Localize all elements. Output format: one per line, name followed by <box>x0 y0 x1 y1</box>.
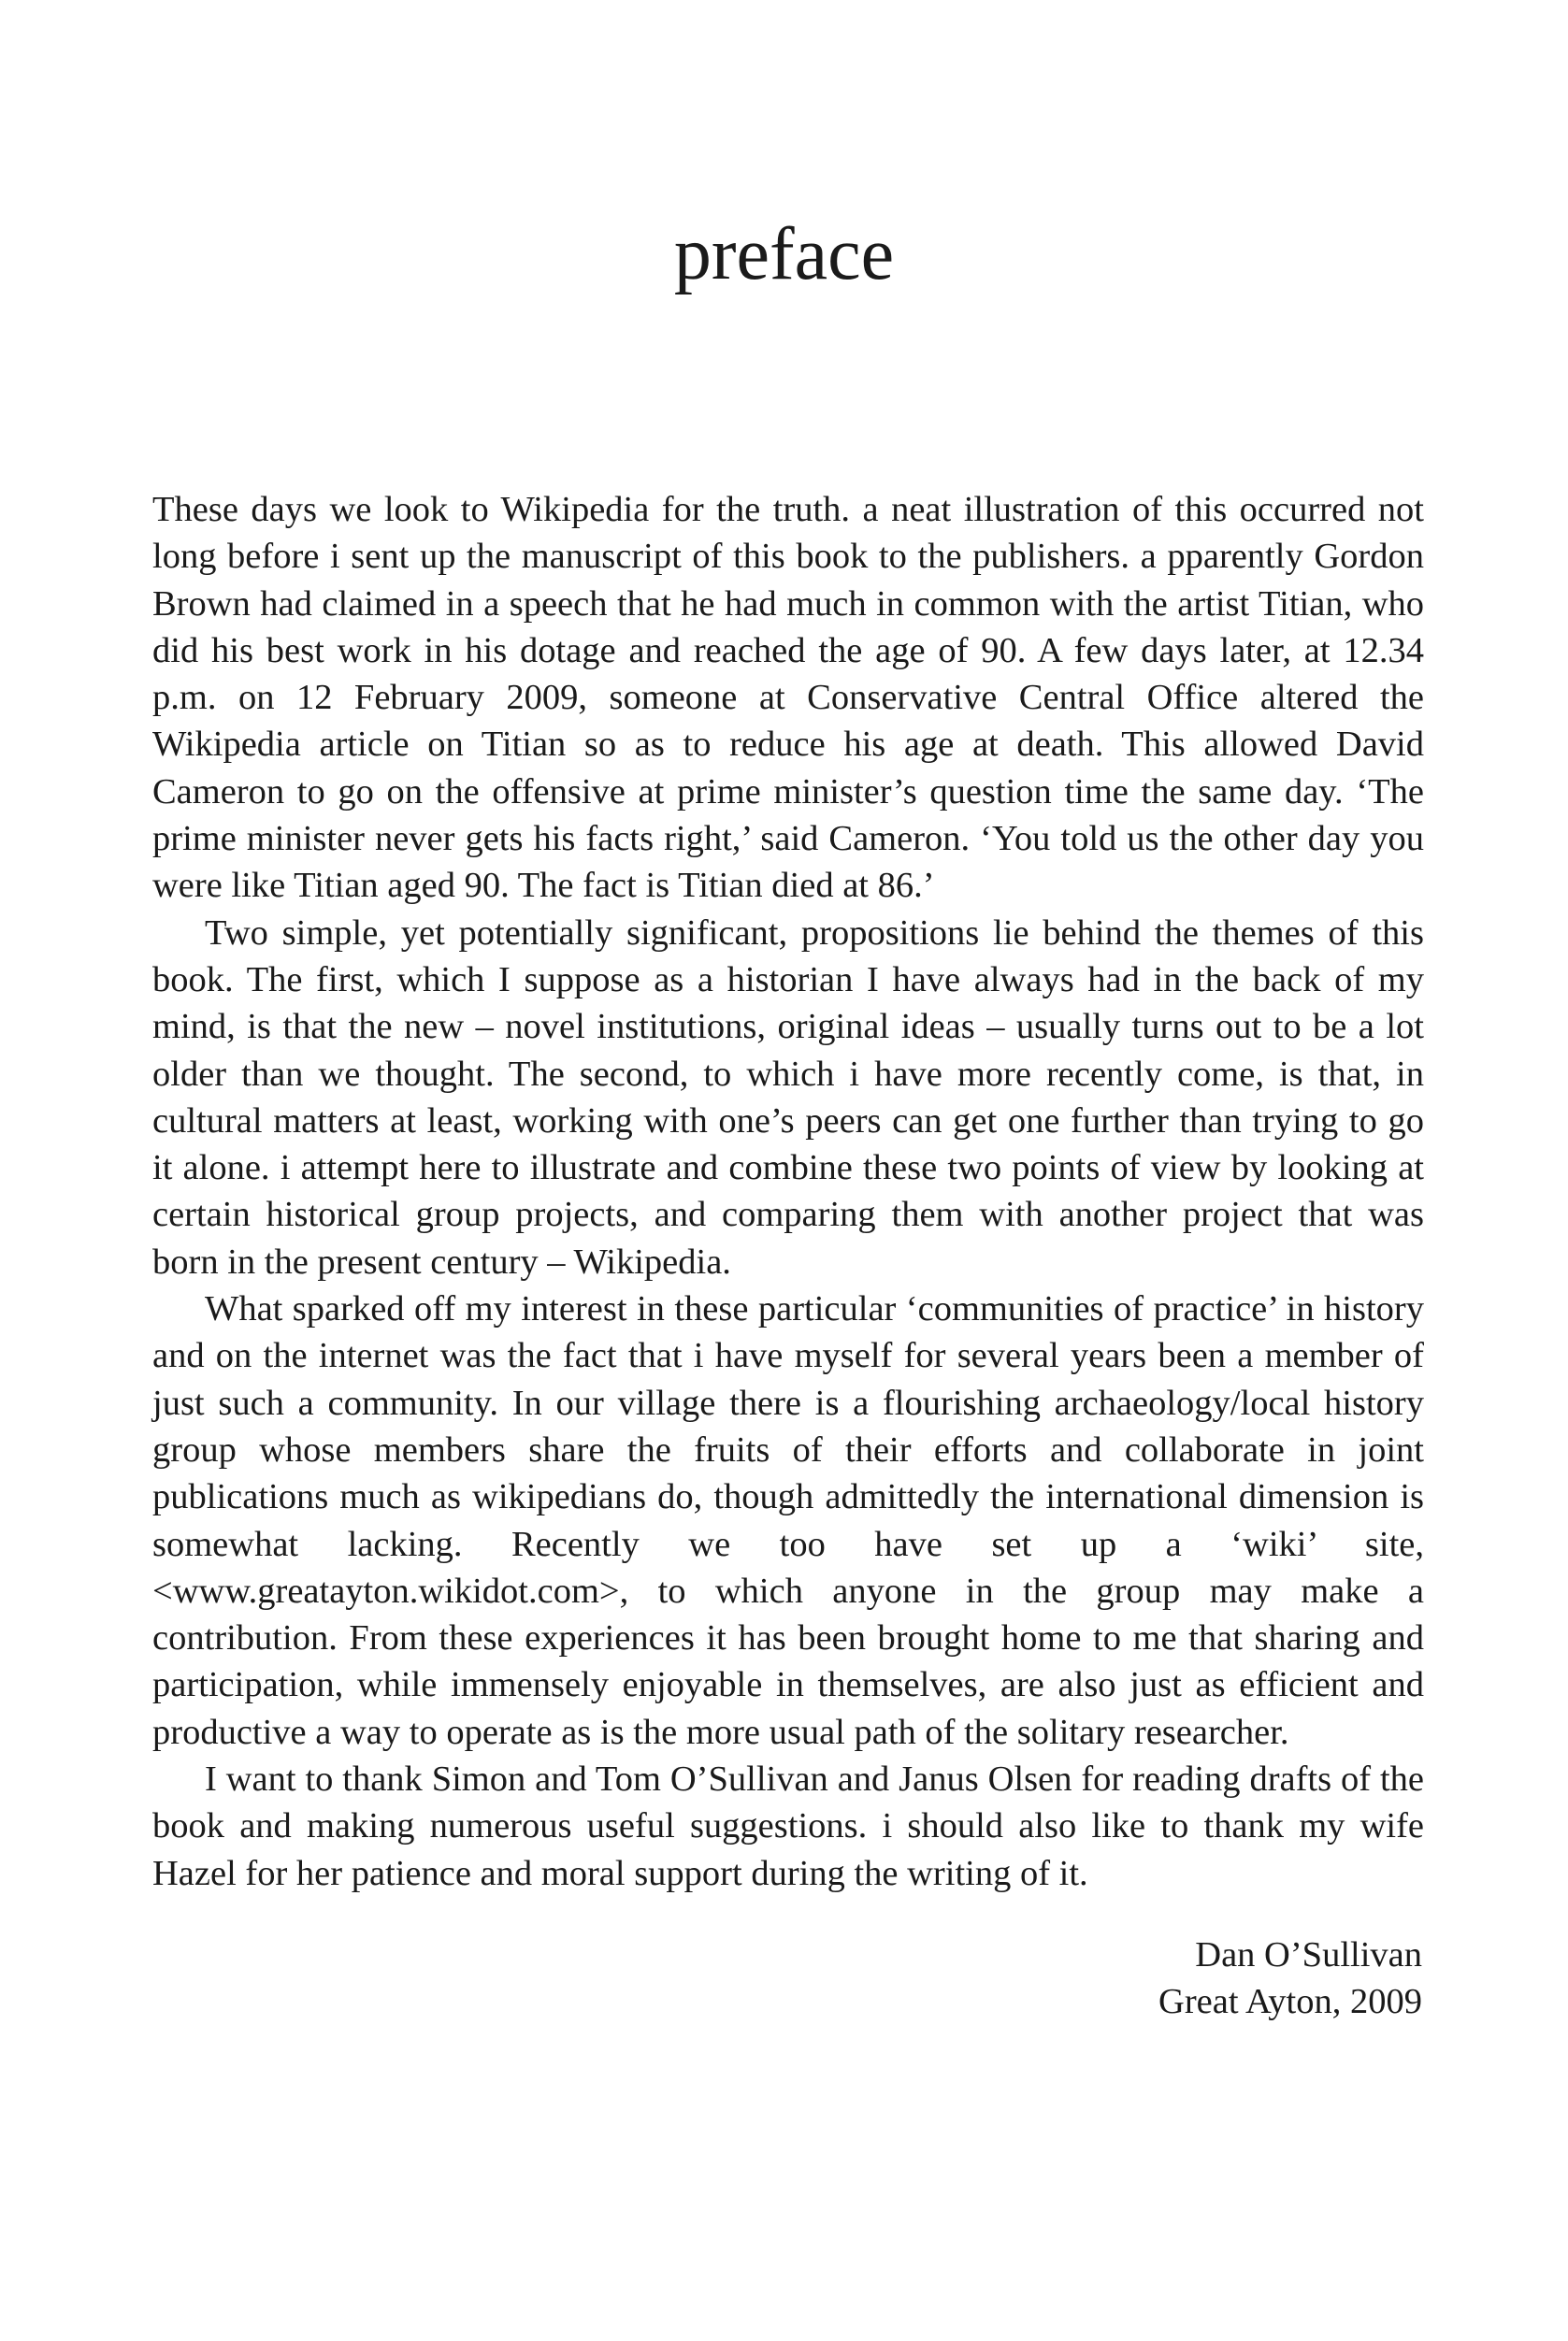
paragraph: These days we look to Wikipedia for the truth. a neat illustration of this occurred not long before i sent up the manuscript of this book to the publishers. a pparently Gordon Brown had claimed in a speech that he had much in common with the artist Titian, who did his best work in his dotage and reached the age of 90. A few days later, at 12.34 p.m. on 12 February 2009, someone at Conservative Central Office altered the Wikipedia article on Titian so as to reduce his age at death. This allowed David Cameron to go on the offensive at prime minister’s question time the same day. ‘The prime minister never gets his facts right,’ said Cameron. ‘You told us the other day you were like Titian aged 90. The fact is Titian died at 86.’ <box>152 490 1424 906</box>
paragraph: I want to thank Simon and Tom O’Sullivan and Janus Olsen for reading drafts of the book and making numerous useful suggestions. i should also like to thank my wife Hazel for her patience and moral support during the writing of it. <box>152 1759 1424 1893</box>
preface-body <box>152 486 1424 1897</box>
paragraph: What sparked off my interest in these particular ‘communities of practice’ in history and on the internet was the fact that i have myself for several years been a member of just such a community. In our village there is a flourishing archaeology/local history group whose members share the fruits of their efforts and collaborate in joint publications much as wikipedians do, though admittedly the international dimension is somewhat lacking. Recently we too have set up a ‘wiki’ site, <www.greatayton.wikidot.com>, to which anyone in the group may make a contribution. From these experiences it has been brought home to me that sharing and participation, while immensely enjoyable in themselves, are also just as efficient and productive a way to operate as is the more usual path of the solitary researcher. <box>152 1289 1424 1752</box>
paragraph: Two simple, yet potentially significant, propositions lie behind the themes of this book. The first, which I suppose as a historian I have always had in the back of my mind, is that the new – novel institutions, original ideas – usually turns out to be a lot older than we thought. The second, to which i have more recently come, is that, in cultural matters at least, working with one’s peers can get one further than trying to go it alone. i attempt here to illustrate and combine these two points of view by looking at certain historical group projects, and comparing them with another project that was born in the present century – Wikipedia. <box>152 912 1424 1282</box>
place-date: Great Ayton, 2009 <box>1158 1982 1422 2021</box>
author-name: Dan O’Sullivan <box>1195 1935 1422 1975</box>
signature-block <box>1158 1932 1422 2025</box>
page-title: preface <box>673 213 895 295</box>
